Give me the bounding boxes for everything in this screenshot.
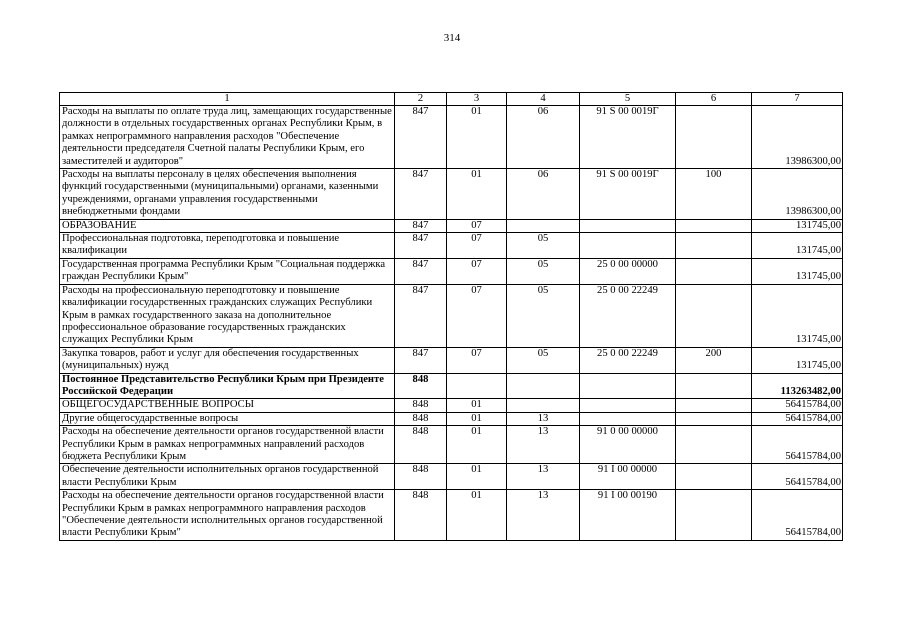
code-ministry-cell: 847	[395, 219, 447, 232]
code-target-cell: 91 I 00 00000	[580, 464, 676, 490]
code-section-cell: 07	[447, 219, 507, 232]
row-name-cell: Расходы на выплаты по оплате труда лиц, замещающих государственные должности в отдельных государственных органах Республики Крым, в рамках непрограммного направления расходов "Обеспечение деятельности председателя Счетной палаты Республики Крым, его заместителей и аудиторов"	[60, 106, 395, 169]
code-ministry-cell: 848	[395, 412, 447, 425]
column-header: 2	[395, 93, 447, 106]
column-header-row	[60, 93, 843, 106]
amount-cell: 131745,00	[752, 347, 843, 373]
row-name-cell: Обеспечение деятельности исполнительных органов государственной власти Республики Крым	[60, 464, 395, 490]
amount-cell: 131745,00	[752, 258, 843, 284]
code-subsection-cell: 05	[507, 258, 580, 284]
code-section-cell: 01	[447, 412, 507, 425]
amount-cell: 131745,00	[752, 284, 843, 347]
code-section-cell	[447, 373, 507, 399]
code-ministry-cell: 847	[395, 233, 447, 259]
code-expense-type-cell	[676, 258, 752, 284]
code-expense-type-cell	[676, 399, 752, 412]
code-target-cell	[580, 399, 676, 412]
code-expense-type-cell	[676, 426, 752, 464]
column-header: 1	[60, 93, 395, 106]
amount-cell: 56415784,00	[752, 490, 843, 541]
code-subsection-cell: 13	[507, 426, 580, 464]
code-subsection-cell	[507, 219, 580, 232]
code-expense-type-cell	[676, 219, 752, 232]
code-subsection-cell: 05	[507, 347, 580, 373]
code-expense-type-cell	[676, 106, 752, 169]
code-ministry-cell: 847	[395, 284, 447, 347]
code-expense-type-cell	[676, 464, 752, 490]
code-section-cell: 01	[447, 399, 507, 412]
code-section-cell: 01	[447, 464, 507, 490]
code-target-cell: 25 0 00 22249	[580, 347, 676, 373]
amount-cell: 13986300,00	[752, 169, 843, 220]
budget-table	[59, 92, 843, 541]
code-subsection-cell: 05	[507, 284, 580, 347]
code-target-cell	[580, 412, 676, 425]
row-name-cell: Постоянное Представительство Республики Крым при Президенте Российской Федерации	[60, 373, 395, 399]
row-name-cell: Государственная программа Республики Крым "Социальная поддержка граждан Республики Крым"	[60, 258, 395, 284]
table-row	[60, 399, 843, 412]
page-number: 314	[443, 32, 461, 44]
table-row	[60, 412, 843, 425]
code-section-cell: 01	[447, 490, 507, 541]
code-ministry-cell: 848	[395, 464, 447, 490]
amount-cell: 56415784,00	[752, 399, 843, 412]
table-row	[60, 169, 843, 220]
table-row	[60, 233, 843, 259]
code-expense-type-cell: 100	[676, 169, 752, 220]
code-ministry-cell: 847	[395, 169, 447, 220]
code-section-cell: 07	[447, 233, 507, 259]
table-row	[60, 106, 843, 169]
row-name-cell: Закупка товаров, работ и услуг для обеспечения государственных (муниципальных) нужд	[60, 347, 395, 373]
column-header: 4	[507, 93, 580, 106]
column-header: 3	[447, 93, 507, 106]
table-row	[60, 490, 843, 541]
code-subsection-cell: 13	[507, 490, 580, 541]
code-ministry-cell: 847	[395, 106, 447, 169]
table-row	[60, 426, 843, 464]
code-section-cell: 07	[447, 258, 507, 284]
table-row	[60, 464, 843, 490]
table-row	[60, 373, 843, 399]
column-header: 6	[676, 93, 752, 106]
row-name-cell: Профессиональная подготовка, переподготовка и повышение квалификации	[60, 233, 395, 259]
amount-cell: 13986300,00	[752, 106, 843, 169]
code-subsection-cell: 06	[507, 106, 580, 169]
row-name-cell: ОБРАЗОВАНИЕ	[60, 219, 395, 232]
code-expense-type-cell: 200	[676, 347, 752, 373]
code-subsection-cell	[507, 399, 580, 412]
amount-cell: 56415784,00	[752, 426, 843, 464]
code-target-cell	[580, 373, 676, 399]
row-name-cell: Расходы на обеспечение деятельности органов государственной власти Республики Крым в рамках непрограммного направления расходов "Обеспечение деятельности исполнительных органов государственной власти Республики Крым"	[60, 490, 395, 541]
code-target-cell: 91 S 00 0019Г	[580, 106, 676, 169]
code-section-cell: 07	[447, 284, 507, 347]
code-expense-type-cell	[676, 490, 752, 541]
column-header: 5	[580, 93, 676, 106]
code-ministry-cell: 848	[395, 426, 447, 464]
table-row	[60, 258, 843, 284]
table-row	[60, 284, 843, 347]
code-target-cell	[580, 219, 676, 232]
code-target-cell: 91 S 00 0019Г	[580, 169, 676, 220]
amount-cell: 113263482,00	[752, 373, 843, 399]
code-ministry-cell: 848	[395, 490, 447, 541]
code-expense-type-cell	[676, 233, 752, 259]
code-section-cell: 07	[447, 347, 507, 373]
amount-cell: 131745,00	[752, 233, 843, 259]
table-row	[60, 347, 843, 373]
code-target-cell: 91 I 00 00190	[580, 490, 676, 541]
amount-cell: 56415784,00	[752, 412, 843, 425]
code-ministry-cell: 848	[395, 373, 447, 399]
column-header: 7	[752, 93, 843, 106]
code-expense-type-cell	[676, 412, 752, 425]
code-section-cell: 01	[447, 426, 507, 464]
code-target-cell: 25 0 00 00000	[580, 258, 676, 284]
code-section-cell: 01	[447, 169, 507, 220]
code-subsection-cell	[507, 373, 580, 399]
code-target-cell: 25 0 00 22249	[580, 284, 676, 347]
code-subsection-cell: 13	[507, 412, 580, 425]
code-ministry-cell: 847	[395, 347, 447, 373]
amount-cell: 131745,00	[752, 219, 843, 232]
table-row	[60, 219, 843, 232]
code-subsection-cell: 06	[507, 169, 580, 220]
code-expense-type-cell	[676, 373, 752, 399]
row-name-cell: Расходы на выплаты персоналу в целях обеспечения выполнения функций государственными (муниципальными) органами, казенными учреждениями, органами управления государственными внебюджетными фондами	[60, 169, 395, 220]
code-target-cell: 91 0 00 00000	[580, 426, 676, 464]
row-name-cell: Другие общегосударственные вопросы	[60, 412, 395, 425]
row-name-cell: Расходы на обеспечение деятельности органов государственной власти Республики Крым в рамках непрограммных направлений расходов бюджета Республики Крым	[60, 426, 395, 464]
code-target-cell	[580, 233, 676, 259]
row-name-cell: Расходы на профессиональную переподготовку и повышение квалификации государственных гражданских служащих Республики Крым в рамках государственного заказа на дополнительное профессиональное образование государственных гражданских служащих Республики Крым	[60, 284, 395, 347]
code-subsection-cell: 05	[507, 233, 580, 259]
code-subsection-cell: 13	[507, 464, 580, 490]
code-expense-type-cell	[676, 284, 752, 347]
row-name-cell: ОБЩЕГОСУДАРСТВЕННЫЕ ВОПРОСЫ	[60, 399, 395, 412]
code-ministry-cell: 847	[395, 258, 447, 284]
code-section-cell: 01	[447, 106, 507, 169]
code-ministry-cell: 848	[395, 399, 447, 412]
amount-cell: 56415784,00	[752, 464, 843, 490]
